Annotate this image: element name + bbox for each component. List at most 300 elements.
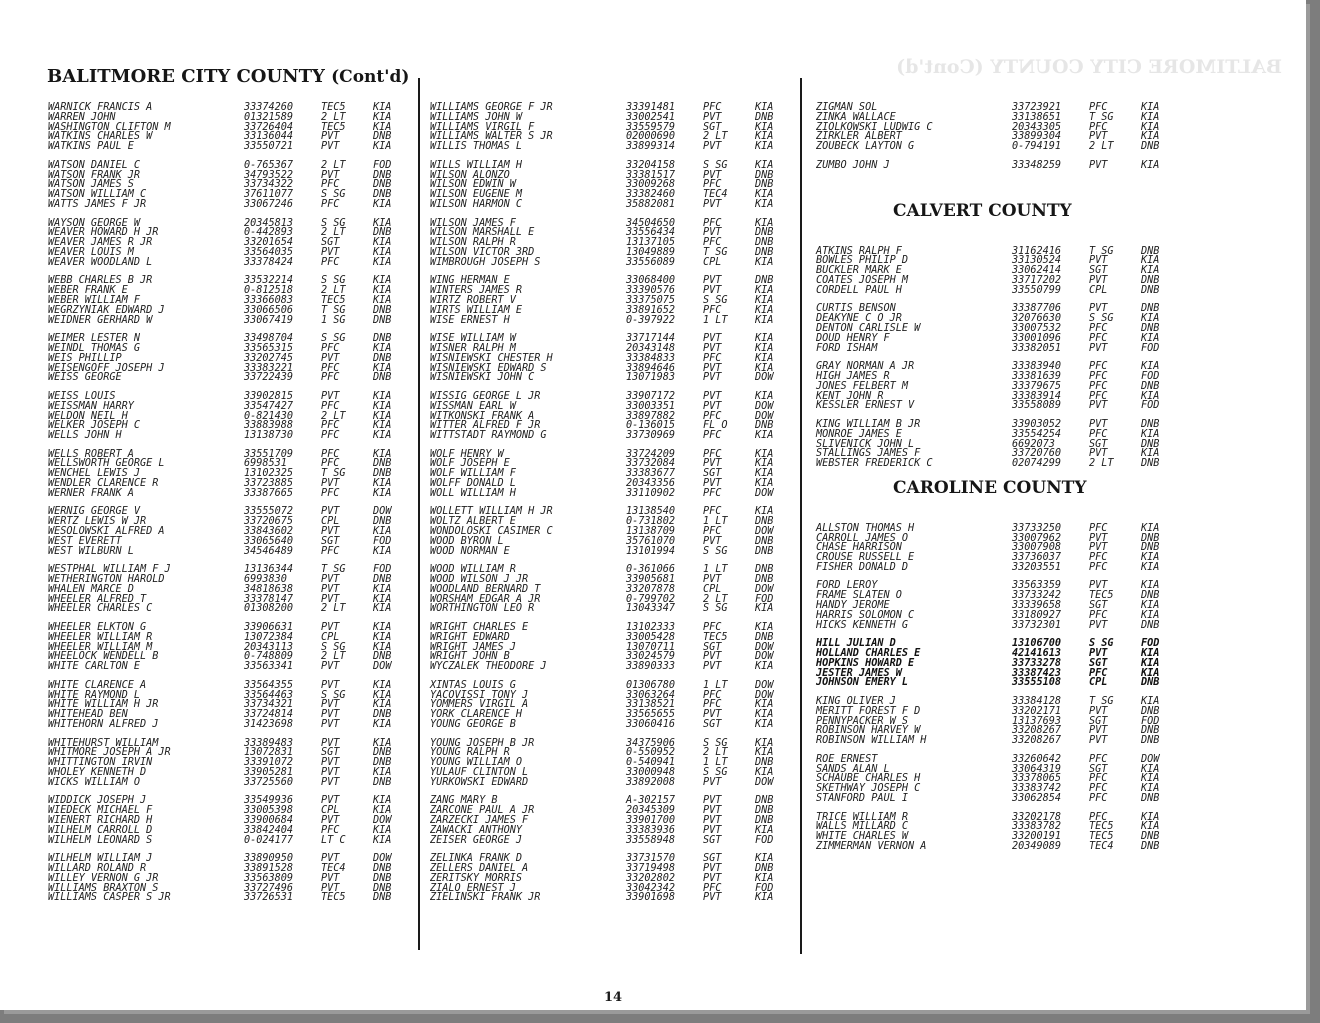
soldier-name: HARRIS SOLOMON C	[816, 609, 915, 621]
status: DNB	[373, 333, 392, 345]
status: KIA	[1141, 361, 1160, 373]
rank: PVT	[321, 583, 340, 595]
serial-number: 33007908	[1012, 542, 1062, 554]
soldier-name: CURTIS BENSON	[816, 303, 896, 315]
status: FOD	[1141, 342, 1160, 354]
status: DNB	[373, 352, 392, 364]
rank: PVT	[1089, 735, 1108, 747]
rank: PVT	[321, 679, 340, 691]
status: DNB	[1141, 141, 1160, 153]
soldier-name: WOOD NORMAN E	[430, 545, 510, 557]
rank: PFC	[321, 198, 340, 210]
status: KIA	[373, 631, 392, 643]
serial-number: 33381517	[626, 169, 676, 181]
soldier-name: WHITEHURST WILLIAM	[48, 737, 159, 749]
soldier-name: WHITE CHARLES W	[816, 831, 909, 843]
status: KIA	[373, 256, 392, 268]
serial-number: 33003351	[626, 400, 676, 412]
serial-number: A-302157	[626, 795, 676, 807]
soldier-name: HANDY JEROME	[816, 600, 890, 612]
soldier-name: SCHAUBE CHARLES H	[816, 773, 921, 785]
status: DNB	[1141, 532, 1160, 544]
status: DOW	[755, 526, 774, 538]
status: KIA	[373, 111, 392, 123]
serial-number: 33498704	[244, 333, 294, 345]
status: DNB	[1141, 284, 1160, 296]
status: KIA	[755, 448, 774, 460]
soldier-name: WHEELER WILLIAM M	[48, 641, 153, 653]
soldier-name: ROE ERNEST	[816, 753, 878, 765]
rank: PFC	[321, 400, 340, 412]
status: DNB	[1141, 274, 1160, 286]
soldier-name: WISSMAN EARL W	[430, 400, 516, 412]
soldier-name: WOOD WILLIAM R	[430, 564, 516, 576]
serial-number: 0-136015	[626, 420, 676, 432]
status: FOD	[373, 535, 392, 547]
rank: 2 LT	[321, 227, 346, 239]
serial-number: 33009268	[626, 179, 676, 191]
rank: PVT	[703, 342, 722, 354]
soldier-name: YURKOWSKI EDWARD	[430, 776, 529, 788]
serial-number: 33387706	[1012, 303, 1062, 315]
soldier-name: WIDDICK JOSEPH J	[48, 795, 147, 807]
soldier-name: WENCHEL LEWIS J	[48, 468, 141, 480]
status: KIA	[755, 342, 774, 354]
soldier-name: WILSON EUGENE M	[430, 189, 523, 201]
soldier-name: DOUD HENRY F	[816, 332, 890, 344]
soldier-name: WINTERS JAMES R	[430, 285, 523, 297]
status: DNB	[373, 882, 392, 894]
status: KIA	[373, 824, 392, 836]
rank: PFC	[703, 699, 722, 711]
status: KIA	[755, 352, 774, 364]
rank: PVT	[1089, 131, 1108, 143]
status: DNB	[373, 747, 392, 759]
soldier-name: ZANG MARY B	[430, 795, 498, 807]
status: KIA	[1141, 609, 1160, 621]
soldier-name: WHEELER ALFRED T	[48, 593, 147, 605]
soldier-name: WRIGHT JAMES J	[430, 641, 516, 653]
serial-number: 33339658	[1012, 600, 1062, 612]
rank: PFC	[1089, 522, 1108, 534]
rank: PVT	[1089, 580, 1108, 592]
serial-number: 20343113	[244, 641, 294, 653]
rank: PFC	[321, 342, 340, 354]
soldier-name: WOLFF DONALD L	[430, 478, 516, 490]
soldier-name: WHALEN MARCE D	[48, 583, 134, 595]
serial-number: 33555072	[244, 506, 294, 518]
soldier-name: WILSON MARSHALL E	[430, 227, 535, 239]
soldier-name: WHITE RAYMOND L	[48, 689, 141, 701]
serial-number: 33565655	[626, 709, 676, 721]
rank: PFC	[1089, 811, 1108, 823]
serial-number: 6998531	[244, 458, 287, 470]
status: FOD	[755, 882, 774, 894]
rank: SGT	[703, 641, 722, 653]
rank: TEC5	[321, 102, 346, 113]
soldier-name: COATES JOSEPH M	[816, 274, 909, 286]
soldier-name: WILLIAMS WALTER S JR	[430, 131, 553, 143]
status: DNB	[373, 314, 392, 326]
serial-number: 33906631	[244, 622, 294, 634]
soldier-name: ALLSTON THOMAS H	[816, 522, 915, 534]
status: DNB	[373, 757, 392, 769]
rank: PVT	[321, 131, 340, 143]
serial-number: 33899304	[1012, 131, 1062, 143]
serial-number: 33374260	[244, 102, 294, 113]
serial-number: 33733278	[1012, 657, 1062, 669]
rank: PVT	[321, 709, 340, 721]
serial-number: 0-550952	[626, 747, 676, 759]
status: DOW	[755, 372, 774, 384]
rank: PFC	[703, 430, 722, 442]
rank: PVT	[1089, 448, 1108, 460]
soldier-name: WITTER ALFRED F JR	[430, 420, 541, 432]
rank: PFC	[703, 448, 722, 460]
soldier-name: WEBER FRANK E	[48, 285, 128, 297]
soldier-name: HILL JULIAN D	[816, 638, 896, 650]
rank: PVT	[1089, 255, 1108, 267]
soldier-name: FORD LEROY	[816, 580, 878, 592]
status: DNB	[1141, 303, 1160, 315]
serial-number: 02000690	[626, 131, 676, 143]
soldier-name: WEST WILBURN L	[48, 545, 134, 557]
soldier-name: WILLIS THOMAS L	[430, 141, 523, 153]
soldier-name: BUCKLER MARK E	[816, 265, 902, 277]
rank: PFC	[703, 217, 722, 229]
status: DOW	[373, 661, 392, 673]
soldier-name: JESTER JAMES W	[816, 667, 902, 679]
rank: PVT	[321, 352, 340, 364]
soldier-name: WATSON FRANK JR	[48, 169, 141, 181]
serial-number: 33563341	[244, 661, 294, 673]
rank: PVT	[321, 574, 340, 586]
calvert-county-heading: CALVERT COUNTY	[893, 200, 1072, 221]
soldier-name: WICKS WILLIAM O	[48, 776, 141, 788]
status: KIA	[755, 333, 774, 345]
soldier-name: WIRTS WILLIAM E	[430, 304, 523, 316]
rank: 2 LT	[321, 603, 346, 615]
rank: PFC	[321, 545, 340, 557]
serial-number: 33208267	[1012, 735, 1062, 747]
status: DOW	[755, 583, 774, 595]
status: DNB	[755, 631, 774, 643]
serial-number: 0-024177	[244, 834, 294, 846]
soldier-name: WHITE CLARENCE A	[48, 679, 147, 691]
soldier-name: WASHINGTON CLIFTON M	[48, 121, 171, 133]
rank: PVT	[703, 795, 722, 807]
soldier-name: WHITEHEAD BEN	[48, 709, 128, 721]
serial-number: 33383782	[1012, 821, 1062, 833]
status: KIA	[755, 159, 774, 171]
rank: PFC	[321, 179, 340, 191]
soldier-name: HOPKINS HOWARD E	[816, 657, 915, 669]
soldier-name: ROBINSON WILLIAM H	[816, 735, 927, 747]
status: DNB	[1141, 725, 1160, 737]
soldier-name: WELDON NEIL H	[48, 410, 128, 422]
status: DNB	[373, 892, 392, 904]
soldier-name: ZIALO ERNEST J	[430, 882, 516, 894]
status: DNB	[373, 189, 392, 201]
rank: TEC5	[1089, 821, 1114, 833]
serial-number: 33565315	[244, 342, 294, 354]
soldier-name: KENT JOHN R	[816, 390, 884, 402]
entry-group	[816, 418, 1160, 470]
status: KIA	[755, 766, 774, 778]
rank: PVT	[321, 593, 340, 605]
status: KIA	[373, 805, 392, 817]
soldier-name: TRICE WILLIAM R	[816, 811, 909, 823]
status: KIA	[1141, 773, 1160, 785]
rank: PVT	[321, 622, 340, 634]
rank: S SG	[321, 689, 346, 701]
rank: S SG	[703, 603, 728, 615]
rank: PVT	[321, 757, 340, 769]
serial-number: 13137105	[626, 237, 676, 249]
status: DNB	[1141, 438, 1160, 450]
status: KIA	[1141, 648, 1160, 660]
rank: S SG	[321, 189, 346, 201]
serial-number: 33068400	[626, 275, 676, 287]
serial-number: 33556089	[626, 256, 676, 268]
serial-number: 33383914	[1012, 390, 1062, 402]
rank: PVT	[1089, 725, 1108, 737]
soldier-name: WONDOLOSKI CASIMER C	[430, 526, 553, 538]
serial-number: 33384833	[626, 352, 676, 364]
rank: 2 LT	[703, 747, 728, 759]
rank: 2 LT	[321, 410, 346, 422]
status: KIA	[373, 246, 392, 258]
serial-number: 33066506	[244, 304, 294, 316]
status: KIA	[1141, 657, 1160, 669]
soldier-name: WOLF HENRY W	[430, 448, 504, 460]
status: DNB	[755, 246, 774, 258]
rank: PFC	[1089, 773, 1108, 785]
soldier-name: FISHER DONALD D	[816, 561, 909, 573]
roster-entry	[816, 141, 1160, 153]
status: DNB	[373, 574, 392, 586]
soldier-name: SANDS ALAN L	[816, 763, 890, 775]
soldier-name: WIRTZ ROBERT V	[430, 294, 516, 306]
serial-number: 32076630	[1012, 313, 1062, 325]
status: KIA	[373, 400, 392, 412]
serial-number: 33204158	[626, 159, 676, 171]
status: DNB	[373, 872, 392, 884]
soldier-name: WIENERT RICHARD H	[48, 814, 153, 826]
soldier-name: ZAWACKI ANTHONY	[430, 824, 523, 836]
status: DNB	[755, 111, 774, 123]
rank: PVT	[703, 111, 722, 123]
serial-number: 0-799702	[626, 593, 676, 605]
status: KIA	[373, 583, 392, 595]
rank: PFC	[321, 362, 340, 374]
serial-number: 33549936	[244, 795, 294, 807]
status: DNB	[373, 131, 392, 143]
rank: TEC4	[321, 862, 346, 874]
status: KIA	[1141, 580, 1160, 592]
rank: PVT	[703, 709, 722, 721]
soldier-name: WOLTZ ALBERT E	[430, 516, 516, 528]
page-number: 14	[604, 990, 623, 1005]
serial-number: 33723921	[1012, 102, 1062, 113]
soldier-name: WELLSWORTH GEORGE L	[48, 458, 165, 470]
status: DOW	[373, 814, 392, 826]
soldier-name: WILSON JAMES F	[430, 217, 516, 229]
serial-number: 6692073	[1012, 438, 1055, 450]
rank: SGT	[703, 834, 722, 846]
status: DOW	[755, 651, 774, 663]
soldier-name: WESTPHAL WILLIAM F J	[48, 564, 171, 576]
serial-number: 33202171	[1012, 705, 1062, 717]
rank: TEC5	[703, 631, 728, 643]
rank: PVT	[703, 458, 722, 470]
rank: CPL	[321, 516, 340, 528]
soldier-name: WATSON JAMES S	[48, 179, 134, 191]
status: KIA	[373, 795, 392, 807]
rank: PFC	[1089, 322, 1108, 334]
status: DNB	[373, 179, 392, 191]
rank: SGT	[1089, 600, 1108, 612]
soldier-name: ZIRKLER ALBERT	[816, 131, 902, 143]
rank: PFC	[1089, 793, 1108, 805]
soldier-name: WISE ERNEST H	[430, 314, 510, 326]
serial-number: 33719498	[626, 862, 676, 874]
rank: PFC	[1089, 121, 1108, 133]
serial-number: 33064319	[1012, 763, 1062, 775]
soldier-name: WILLARD ROLAND R	[48, 862, 147, 874]
soldier-name: WHEELOCK WENDELL B	[48, 651, 159, 663]
status: DNB	[373, 458, 392, 470]
rank: PVT	[703, 824, 722, 836]
serial-number: 33042342	[626, 882, 676, 894]
soldier-name: WING HERMAN E	[430, 275, 510, 287]
soldier-name: YOUNG WILLIAM O	[430, 757, 523, 769]
soldier-name: WILLIAMS BRAXTON S	[48, 882, 159, 894]
rank: PFC	[1089, 667, 1108, 679]
rank: PVT	[703, 814, 722, 826]
soldier-name: WILHELM CARROLL D	[48, 824, 153, 836]
soldier-name: WOOD BYRON L	[430, 535, 504, 547]
soldier-name: WATSON WILLIAM C	[48, 189, 147, 201]
rank: PVT	[1089, 619, 1108, 631]
soldier-name: CORDELL PAUL H	[816, 284, 902, 296]
serial-number: 33717144	[626, 333, 676, 345]
serial-number: 33382051	[1012, 342, 1062, 354]
serial-number: 33366083	[244, 294, 294, 306]
serial-number: 33383936	[626, 824, 676, 836]
status: DNB	[755, 227, 774, 239]
status: DNB	[755, 237, 774, 249]
soldier-name: WHITEHORN ALFRED J	[48, 719, 159, 730]
serial-number: 20345813	[244, 217, 294, 229]
status: DOW	[755, 689, 774, 701]
status: KIA	[1141, 390, 1160, 402]
soldier-name: WRIGHT JOHN B	[430, 651, 510, 663]
serial-number: 33892008	[626, 776, 676, 788]
rank: PFC	[1089, 370, 1108, 382]
rank: LT C	[321, 834, 346, 846]
serial-number: 33890950	[244, 853, 294, 865]
soldier-name: WILHELM LEONARD S	[48, 834, 153, 846]
serial-number: 33202745	[244, 352, 294, 364]
serial-number: 13137693	[1012, 715, 1062, 727]
status: KIA	[1141, 522, 1160, 534]
entry-group	[816, 303, 1160, 354]
status: DOW	[755, 776, 774, 788]
status: DNB	[1141, 418, 1160, 430]
rank: 2 LT	[321, 651, 346, 663]
status: KIA	[755, 131, 774, 143]
soldier-name: WELKER JOSEPH C	[48, 420, 141, 432]
rank: CPL	[703, 583, 722, 595]
status: KIA	[755, 719, 774, 730]
roster-entry	[816, 841, 1160, 852]
status: DNB	[1141, 841, 1160, 852]
status: KIA	[755, 198, 774, 210]
status: FOD	[1141, 400, 1160, 412]
soldier-name: WESOLOWSKI ALFRED A	[48, 526, 165, 538]
roster-entry	[816, 793, 1160, 805]
roster-entry	[816, 400, 1160, 412]
roster-column-3	[816, 102, 1160, 861]
soldier-name: MONROE JAMES E	[816, 428, 902, 440]
status: DNB	[1141, 793, 1160, 805]
soldier-name: ZARCONE PAUL A JR	[430, 805, 535, 817]
status: FOD	[373, 564, 392, 576]
status: DNB	[755, 535, 774, 547]
rank: S SG	[703, 294, 728, 306]
soldier-name: WILLIAMS JOHN W	[430, 111, 523, 123]
rank: 1 LT	[703, 757, 728, 769]
rank: CPL	[321, 805, 340, 817]
status: DNB	[755, 564, 774, 576]
calvert-county-list	[816, 245, 1160, 470]
soldier-name: WEIMER LESTER N	[48, 333, 141, 345]
rank: 1 SG	[321, 314, 346, 326]
soldier-name: WEBER WILLIAM F	[48, 294, 141, 306]
serial-number: 33902815	[244, 390, 294, 402]
status: KIA	[373, 342, 392, 354]
soldier-name: WILLEY VERNON G JR	[48, 872, 159, 884]
rank: PFC	[703, 622, 722, 634]
serial-number: 33734322	[244, 179, 294, 191]
serial-number: 33720760	[1012, 448, 1062, 460]
serial-number: 33736037	[1012, 552, 1062, 564]
serial-number: 20343148	[626, 342, 676, 354]
rank: PVT	[321, 795, 340, 807]
rank: S SG	[321, 333, 346, 345]
rank: S SG	[703, 545, 728, 557]
serial-number: 33883988	[244, 420, 294, 432]
rank: SGT	[1089, 715, 1108, 727]
status: KIA	[373, 430, 392, 442]
column-divider	[418, 78, 420, 950]
rank: PVT	[703, 141, 722, 153]
serial-number: 33564355	[244, 679, 294, 691]
rank: SGT	[321, 747, 340, 759]
serial-number: 33555108	[1012, 677, 1062, 689]
soldier-name: WILLIAMS GEORGE F JR	[430, 102, 553, 113]
serial-number: 33381639	[1012, 370, 1062, 382]
serial-number: 33894646	[626, 362, 676, 374]
rank: PFC	[321, 448, 340, 460]
serial-number: 20349089	[1012, 841, 1062, 852]
soldier-name: YOUNG RALPH R	[430, 747, 510, 759]
status: DNB	[755, 516, 774, 528]
serial-number: 33067246	[244, 198, 294, 210]
serial-number: 33002541	[626, 111, 676, 123]
serial-number: 33563809	[244, 872, 294, 884]
